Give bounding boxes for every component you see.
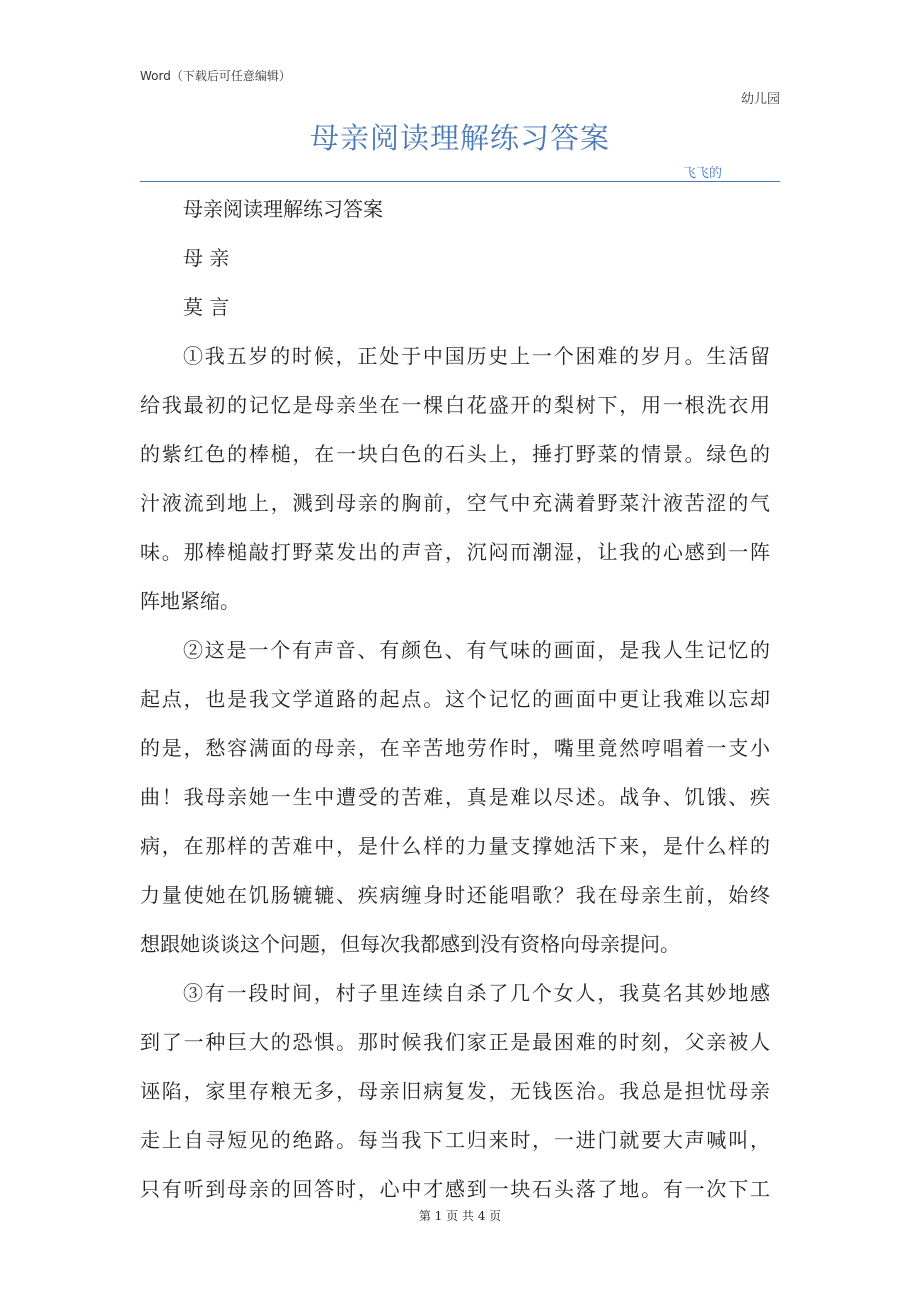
paragraph-line: 汁液流到地上，溅到母亲的胸前，空气中充满着野菜汁液苦涩的气: [140, 491, 770, 515]
paragraph-3: [140, 976, 770, 1221]
paragraph-line: 给我最初的记忆是母亲坐在一棵白花盛开的梨树下，用一根洗衣用: [140, 393, 770, 417]
paragraph-2: [140, 633, 770, 976]
paragraph-line: 病，在那样的苦难中，是什么样的力量支撑她活下来，是什么样的: [140, 834, 770, 858]
paragraph-line: 阵地紧缩。: [140, 589, 240, 613]
paragraph-line: ②这是一个有声音、有颜色、有气味的画面，是我人生记忆的: [183, 638, 770, 662]
paragraph-line: 力量使她在饥肠辘辘、疾病缠身时还能唱歌？我在母亲生前，始终: [140, 883, 770, 907]
header-note: Word（下载后可任意编辑）: [140, 69, 291, 83]
page-number-footer: 第 1 页 共 4 页: [418, 1209, 502, 1223]
paragraph-line: 的是，愁容满面的母亲，在辛苦地劳作时，嘴里竟然哼唱着一支小: [140, 736, 770, 760]
article-title: 母 亲: [183, 246, 230, 270]
article-author: 莫 言: [183, 295, 230, 319]
paragraph-line: 诬陷，家里存粮无多，母亲旧病复发，无钱医治。我总是担忧母亲: [140, 1079, 770, 1103]
body-title: 母亲阅读理解练习答案: [183, 197, 383, 221]
paragraph-line: 味。那棒槌敲打野菜发出的声音，沉闷而潮湿，让我的心感到一阵: [140, 540, 770, 564]
paragraph-line: ①我五岁的时候，正处于中国历史上一个困难的岁月。生活留: [183, 344, 770, 368]
paragraph-1: [140, 339, 770, 633]
paragraph-line: 曲！我母亲她一生中遭受的苦难，真是难以尽述。战争、饥饿、疾: [140, 785, 770, 809]
document-body: [140, 192, 770, 1221]
paragraph-line: 起点，也是我文学道路的起点。这个记忆的画面中更让我难以忘却: [140, 687, 770, 711]
author-label: 飞飞的: [683, 166, 723, 181]
paragraph-line: 到了一种巨大的恐惧。那时候我们家正是最困难的时刻，父亲被人: [140, 1030, 770, 1054]
paragraph-line: 想跟她谈谈这个问题，但每次我都感到没有资格向母亲提问。: [140, 932, 680, 956]
paragraph-line: 的紫红色的棒槌，在一块白色的石头上，捶打野菜的情景。绿色的: [140, 442, 770, 466]
page-title: 母亲阅读理解练习答案: [309, 121, 610, 155]
paragraph-line: ③有一段时间，村子里连续自杀了几个女人，我莫名其妙地感: [183, 981, 770, 1005]
paragraph-line: 只有听到母亲的回答时，心中才感到一块石头落了地。有一次下工: [140, 1177, 770, 1201]
header-category: 幼儿园: [740, 92, 780, 107]
title-divider: [140, 181, 780, 182]
paragraph-line: 走上自寻短见的绝路。每当我下工归来时，一进门就要大声喊叫，: [140, 1128, 770, 1152]
